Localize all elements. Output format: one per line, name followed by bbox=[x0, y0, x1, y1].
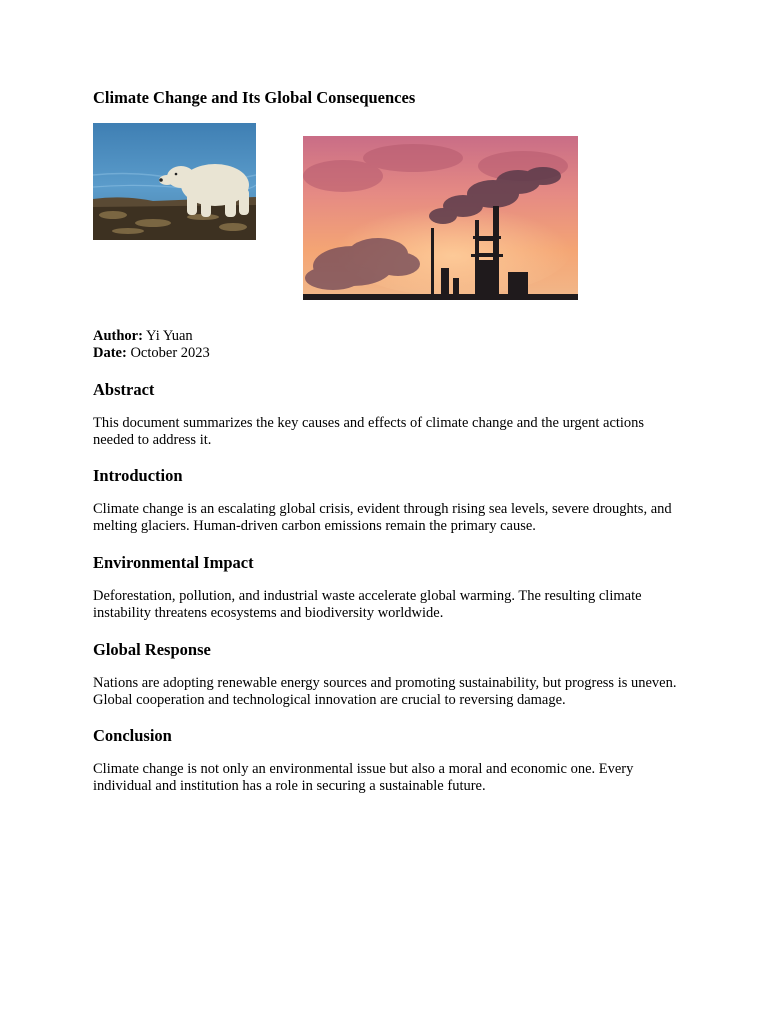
section-heading-global-response: Global Response bbox=[93, 640, 211, 659]
section-body-conclusion: Climate change is not only an environmental issue but also a moral and economic one. Every individual and institution has a role in securing a sustainable future. bbox=[93, 761, 634, 794]
date-line bbox=[93, 345, 210, 362]
section-body-global-response: Nations are adopting renewable energy sources and promoting sustainability, but progress is uneven. Global cooperation and technological innovation are crucial to reversing damage. bbox=[93, 675, 677, 708]
section-body-environmental-impact: Deforestation, pollution, and industrial waste accelerate global warming. The resulting climate instability threatens ecosystems and biodiversity worldwide. bbox=[93, 588, 642, 621]
section-heading-abstract: Abstract bbox=[93, 380, 155, 399]
section-body-abstract: This document summarizes the key causes and effects of climate change and the urgent actions needed to address it. bbox=[93, 415, 645, 448]
author-name: Yi Yuan bbox=[146, 328, 193, 344]
document-meta bbox=[93, 328, 210, 362]
author-line bbox=[93, 328, 210, 345]
section-heading-environmental-impact: Environmental Impact bbox=[93, 553, 254, 572]
author-label: Author: bbox=[93, 328, 143, 344]
document-title: Climate Change and Its Global Consequences bbox=[93, 88, 416, 107]
section-heading-conclusion: Conclusion bbox=[93, 726, 172, 745]
date-label: Date: bbox=[93, 345, 127, 361]
document-date: October 2023 bbox=[130, 345, 210, 361]
section-body-introduction: Climate change is an escalating global crisis, evident through rising sea levels, severe droughts, and melting glaciers. Human-driven carbon emissions remain the primary cause. bbox=[93, 501, 672, 534]
polar-bear-image bbox=[93, 123, 256, 240]
factory-image bbox=[303, 136, 578, 300]
section-heading-introduction: Introduction bbox=[93, 466, 183, 485]
